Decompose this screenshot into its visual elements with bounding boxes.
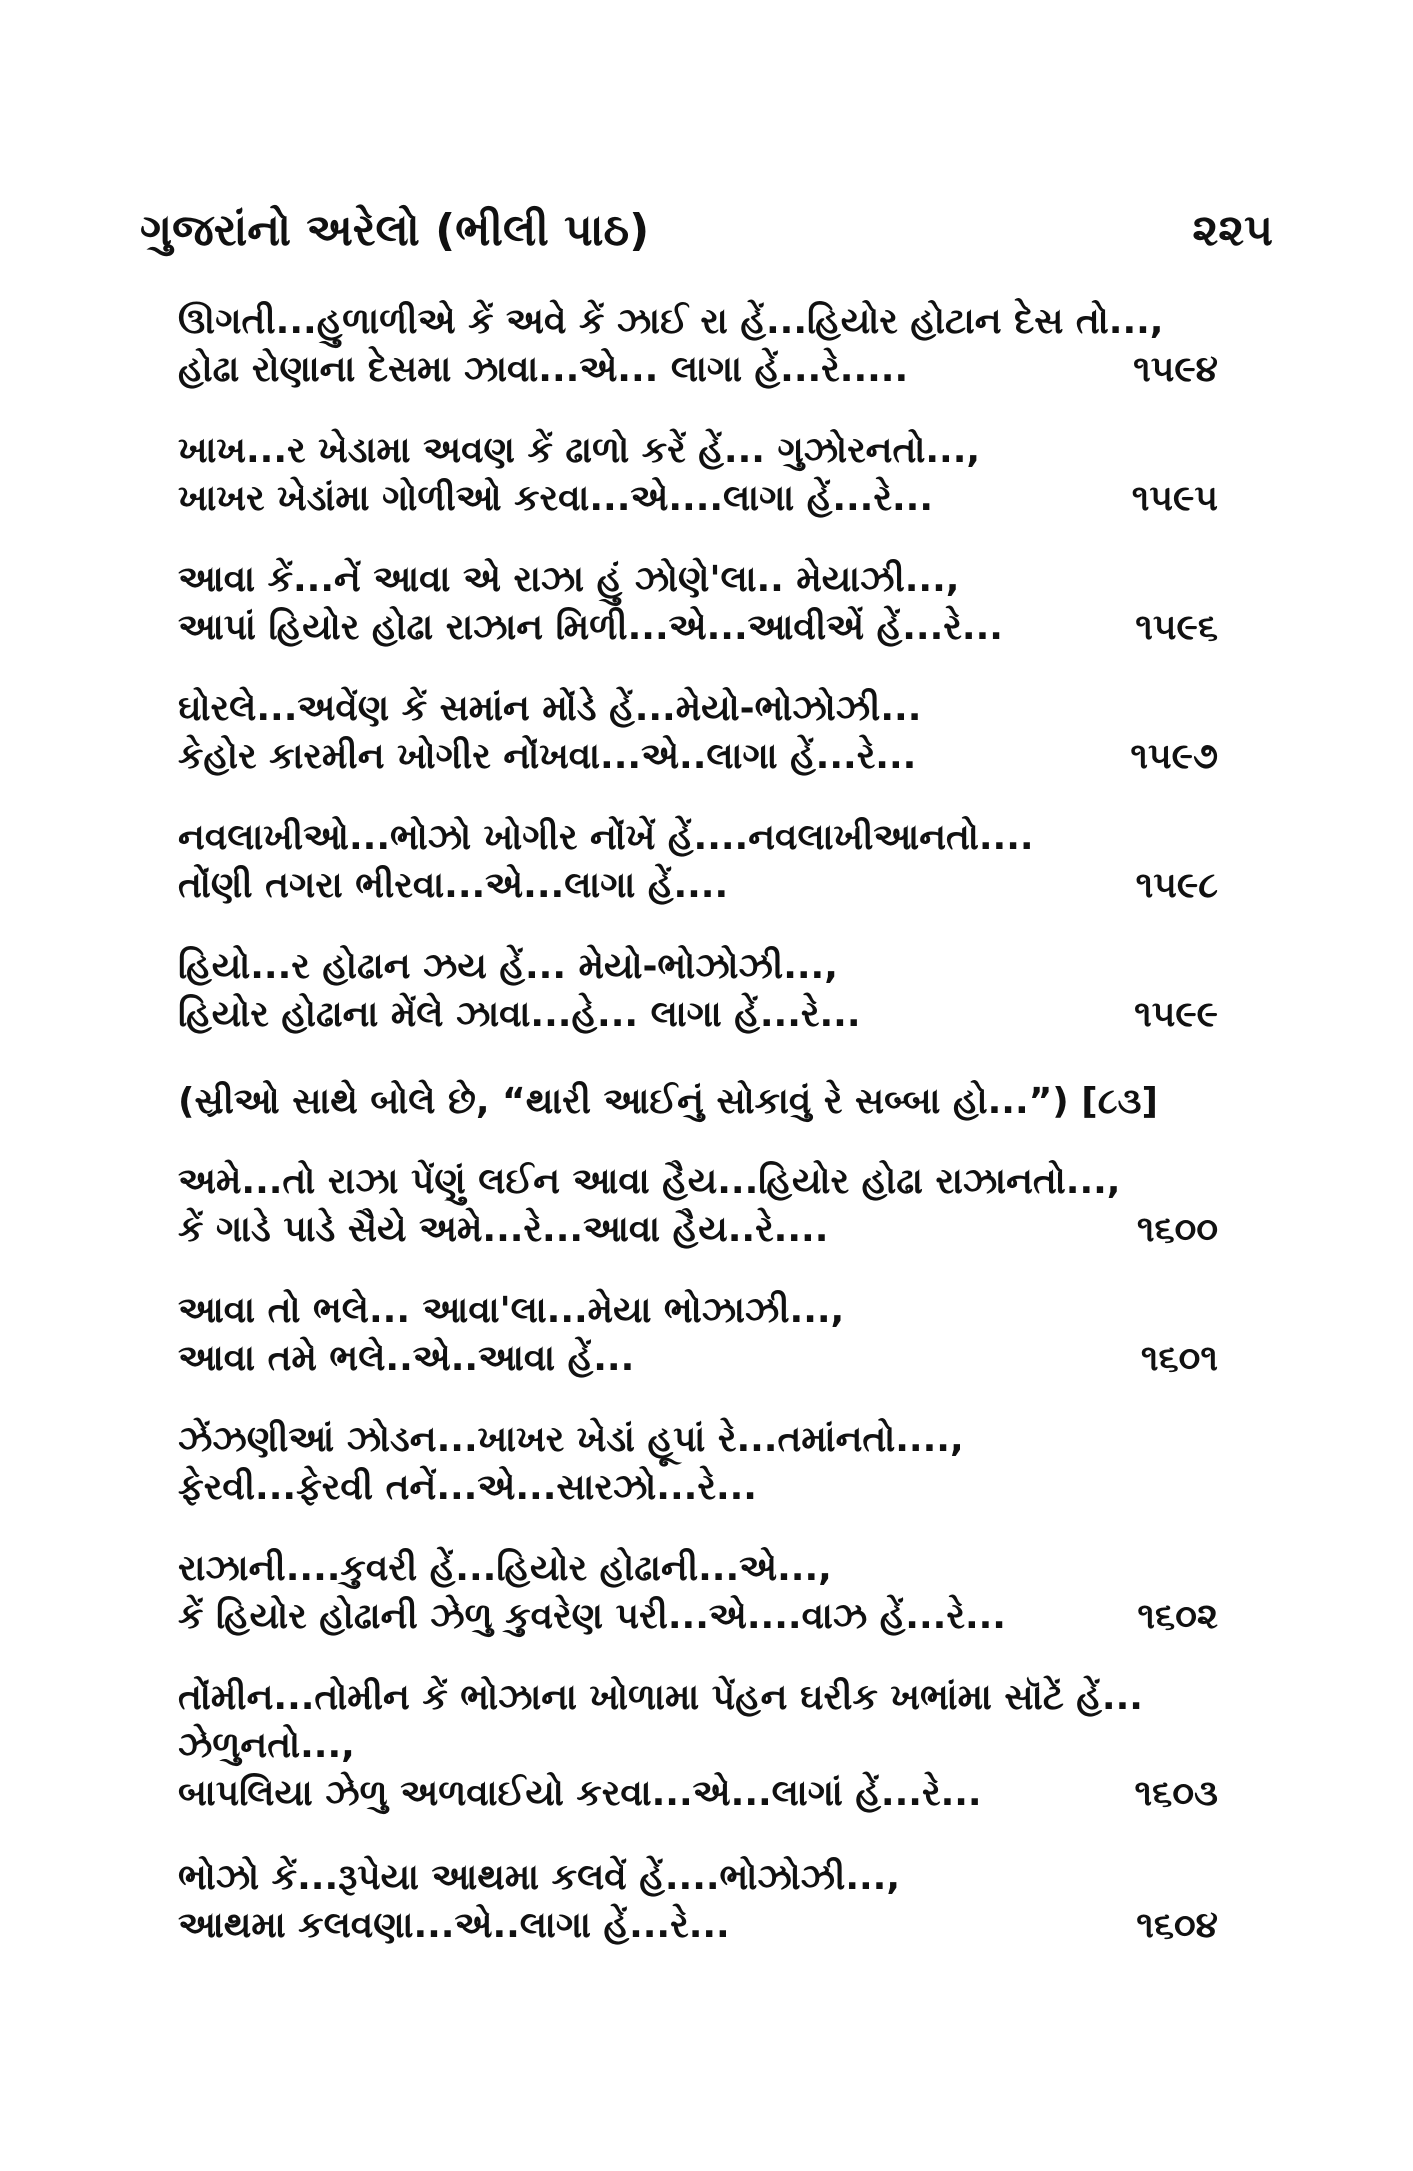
verse-text: હિયોર હોઢાના મેંલે ઝાવા...હે... લાગા હેં...રે... — [178, 994, 861, 1035]
verse-line — [178, 1206, 1218, 1254]
verse-text: આવા તમે ભલે..એ..આવા હેં... — [178, 1338, 635, 1379]
verse-line — [178, 346, 1218, 394]
verse-text: આપાં હિયોર હોઢા રાઝાન મિળી...એ...આવીએં હેં...રે... — [178, 607, 1003, 648]
verse-line: ઝેળુનતો..., — [178, 1725, 355, 1766]
verse-number: ૧૬૦૨ — [1137, 1596, 1218, 1637]
verse-text: ખાખર ખેડાંમા ગોળીઓ કરવા...એ....લાગા હેં...રે... — [178, 478, 933, 519]
verse-line — [178, 1593, 1218, 1641]
page-number: ૨૨૫ — [1192, 205, 1273, 256]
verse-line — [178, 475, 1218, 523]
verse-number: ૧૫૯૪ — [1133, 349, 1218, 390]
verse-line: અમે...તો રાઝા પેંણું લઈન આવા હૈય...હિયોર હોઢા રાઝાનતો..., — [178, 1161, 1121, 1202]
verse-text: હોઢા રોણાના દેસમા ઝાવા...એ... લાગા હેં...રે..... — [178, 349, 909, 390]
verse-number: ૧૬૦૦ — [1136, 1209, 1218, 1250]
verse-line: ખાખ...ર ખેડામા અવણ કેં ઢાળો કરેં હેં... ગુઝોરનતો..., — [178, 430, 981, 471]
verse-line: ઊગતી...હુળાળીએ કેં અવે કેં ઝાઈ રા હેં...હિયોર હોટાન દેસ તો..., — [178, 301, 1164, 342]
stanza-1597 — [178, 685, 1218, 781]
verse-line: ઝેંઝણીઆં ઝોડન...ખાખર ખેડાં હૂપાં રે...તમાંનતો...., — [178, 1419, 964, 1460]
verse-text: કેહોર કારમીન ખોગીર નોંખવા...એ..લાગા હેં...રે... — [178, 736, 917, 777]
stanza-unnumbered — [178, 1416, 1218, 1512]
verse-number: ૧૫૯૯ — [1134, 994, 1218, 1035]
verse-line: ભોઝો કેં...રૂપેયા આથમા કલવેં હેં....ભોઝોઝી..., — [178, 1857, 901, 1898]
verse-line — [178, 1902, 1218, 1950]
verse-number: ૧૫૯૭ — [1130, 736, 1218, 777]
verse-number: ૧૬૦૪ — [1136, 1905, 1218, 1946]
verse-line: હિયો...ર હોઢાન ઝય હેં... મેયો-ભોઝોઝી..., — [178, 946, 838, 987]
stanza-1596 — [178, 556, 1218, 652]
performance-note: (સ્રીઓ સાથે બોલે છે, “થારી આઈનું સોકાવું રે સબ્બા હો...”) [૮૩] — [178, 1081, 1158, 1122]
verse-line — [178, 1335, 1218, 1383]
stanza-1602 — [178, 1545, 1218, 1641]
verse-line: ઘોરલે...અવેંણ કેં સમાંન મોંડે હેં...મેયો-ભોઝોઝી... — [178, 688, 922, 729]
verse-text: બાપલિયા ઝેળુ અળવાઈયો કરવા...એ...લાગાં હેં...રે... — [178, 1773, 982, 1814]
verse-line — [178, 733, 1218, 781]
verse-text: કેં હિયોર હોઢાની ઝેળુ કુવરેણ પરી...એ....વાઝ હેં...રે... — [178, 1596, 1006, 1637]
stanza-1599 — [178, 943, 1218, 1039]
page-header — [140, 205, 1273, 265]
verse-line — [178, 1770, 1218, 1818]
running-title: ગુજરાંનો અરેલો (ભીલી પાઠ) — [140, 205, 650, 256]
verse-text: આથમા કલવણા...એ..લાગા હેં...રે... — [178, 1905, 730, 1946]
verse-line: ફેરવી...ફેરવી તનેં...એ...સારઝો...રે... — [178, 1467, 757, 1508]
verse-line — [178, 604, 1218, 652]
verse-line: રાઝાની....કુવરી હેં...હિયોર હોઢાની...એ..., — [178, 1548, 832, 1589]
verse-number: ૧૬૦૧ — [1140, 1338, 1218, 1379]
stanza-1598 — [178, 814, 1218, 910]
verse-text: કેં ગાડે પાડે સૈયે અમે...રે...આવા હૈય..રે.... — [178, 1209, 829, 1250]
stanza-1595 — [178, 427, 1218, 523]
verse-line — [178, 862, 1218, 910]
stanza-1604 — [178, 1854, 1218, 1950]
verse-line: આવા કેં...નેં આવા એ રાઝા હું ઝોણે'લા.. મેયાઝી..., — [178, 559, 960, 600]
verse-line: તોંમીન...તોમીન કેં ભોઝાના ખોળામા પેંહન ઘરીક ખભાંમા સૉટેં હેં... — [178, 1677, 1143, 1718]
verse-text: તોંણી તગરા ભીરવા...એ...લાગા હેં.... — [178, 865, 729, 906]
stanza-1600 — [178, 1158, 1218, 1254]
verse-number: ૧૬૦૩ — [1134, 1773, 1218, 1814]
verse-number: ૧૫૯૬ — [1135, 607, 1218, 648]
verse-number: ૧૫૯૮ — [1135, 865, 1218, 906]
verse-line: નવલાખીઓ...ભોઝો ખોગીર નોંખેં હેં....નવલાખીઆનતો.... — [178, 817, 1034, 858]
stanza-1594 — [178, 298, 1218, 394]
verse-number: ૧૫૯૫ — [1131, 478, 1218, 519]
verse-line — [178, 991, 1218, 1039]
stanza-1601 — [178, 1287, 1218, 1383]
stanza-1603 — [178, 1674, 1218, 1818]
verse-line: આવા તો ભલે... આવા'લા...મેયા ભોઝાઝી..., — [178, 1290, 845, 1331]
